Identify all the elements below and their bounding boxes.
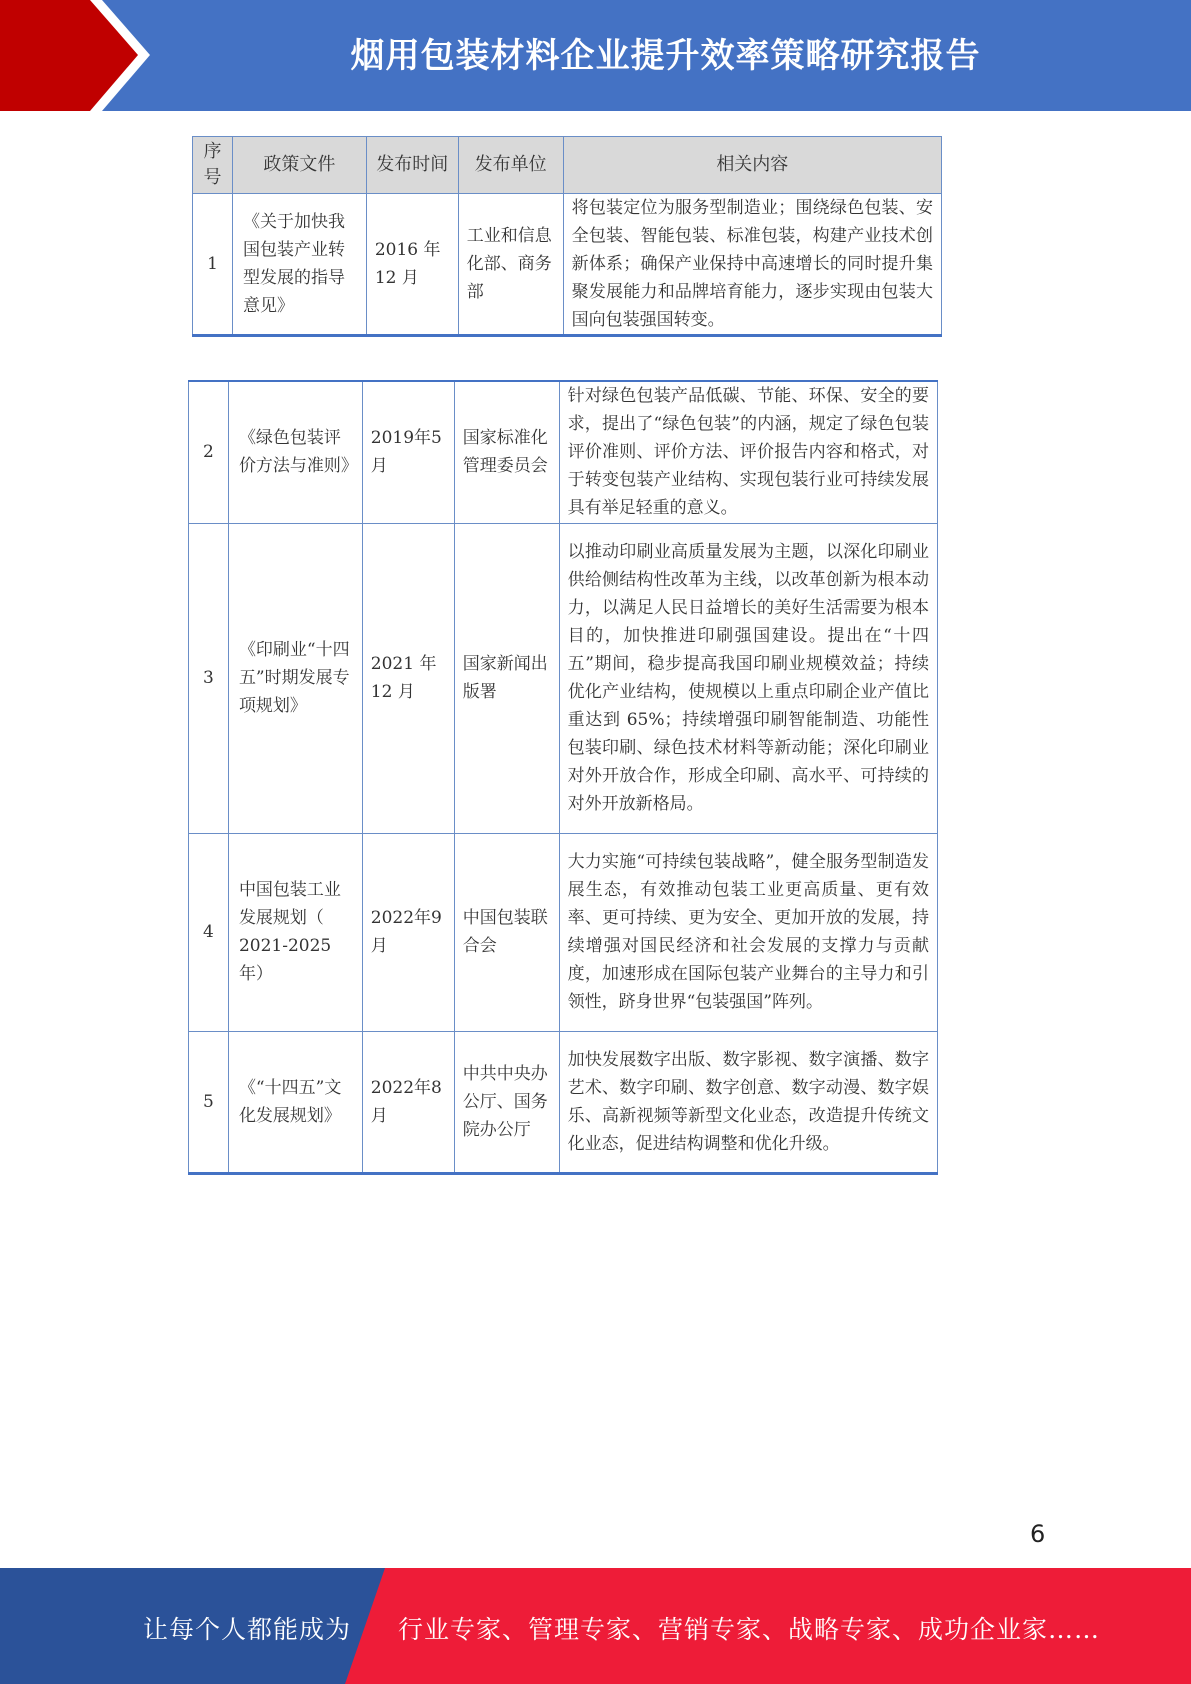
row-content: 以推动印刷业高质量发展为主题，以深化印刷业供给侧结构性改革为主线，以改革创新为根本动力，以满足人民日益增长的美好生活需要为根本目的，加快推进印刷强国建设。提出在“十四五”期间，稳步提高我国印刷业规模效益；持续优化产业结构，使规模以上重点印刷企业产值比重达到 65%；持续增强印刷智能制造、功能性包装印刷、绿色技术材料等新动能；深化印刷业对外开放合作，形成全印刷、高水平、可持续的对外开放新格局。 (559, 523, 937, 833)
row-no: 1 (193, 194, 233, 336)
row-date: 2021 年 12 月 (362, 523, 454, 833)
row-issuer: 国家标准化管理委员会 (454, 381, 559, 523)
col-header-document: 政策文件 (232, 137, 366, 194)
row-issuer: 国家新闻出版署 (454, 523, 559, 833)
table-row (189, 523, 938, 833)
row-content: 大力实施“可持续包装战略”，健全服务型制造发展生态，有效推动包装工业更高质量、更有效率、更可持续、更为安全、更加开放的发展，持续增强对国民经济和社会发展的支撑力与贡献度，加速形成在国际包装产业舞台的主导力和引领性，跻身世界“包装强国”阵列。 (559, 833, 937, 1031)
row-document: 《绿色包装评价方法与准则》 (228, 381, 362, 523)
header-chevron-red (0, 0, 150, 111)
row-no: 2 (189, 381, 229, 523)
footer-slogan-right: 行业专家、管理专家、营销专家、战略专家、成功企业家…… (398, 1615, 1101, 1644)
row-document: 《印刷业“十四五”时期发展专项规划》 (228, 523, 362, 833)
row-date: 2019年5月 (362, 381, 454, 523)
row-content: 加快发展数字出版、数字影视、数字演播、数字艺术、数字印刷、数字创意、数字动漫、数字娱乐、高新视频等新型文化业态，改造提升传统文化业态，促进结构调整和优化升级。 (559, 1031, 937, 1173)
table-row (193, 194, 942, 336)
footer-slogan-left: 让每个人都能成为 (143, 1615, 352, 1644)
row-issuer: 中国包装联合会 (454, 833, 559, 1031)
col-header-no: 序号 (193, 137, 233, 194)
table-row (189, 1031, 938, 1173)
page-footer (0, 1568, 1191, 1684)
row-issuer: 工业和信息化部、商务部 (458, 194, 563, 336)
table-row (189, 833, 938, 1031)
row-document: 《关于加快我国包装产业转型发展的指导意见》 (232, 194, 366, 336)
row-content: 针对绿色包装产品低碳、节能、环保、安全的要求，提出了“绿色包装”的内涵，规定了绿色包装评价准则、评价方法、评价报告内容和格式，对于转变包装产业结构、实现包装行业可持续发展具有举足轻重的意义。 (559, 381, 937, 523)
col-header-date: 发布时间 (366, 137, 458, 194)
policy-table-part-2 (188, 380, 938, 1175)
row-document: 《“十四五”文化发展规划》 (228, 1031, 362, 1173)
table-header-row (193, 137, 942, 194)
policy-table-part-1 (192, 136, 942, 337)
row-date: 2022年8月 (362, 1031, 454, 1173)
page-header (0, 0, 1191, 111)
row-date: 2016 年 12 月 (366, 194, 458, 336)
row-document: 中国包装工业发展规划（ 2021-2025 年） (228, 833, 362, 1031)
row-issuer: 中共中央办公厅、国务院办公厅 (454, 1031, 559, 1173)
table-row (189, 381, 938, 523)
row-no: 3 (189, 523, 229, 833)
row-date: 2022年9月 (362, 833, 454, 1031)
row-no: 4 (189, 833, 229, 1031)
col-header-issuer: 发布单位 (458, 137, 563, 194)
row-content: 将包装定位为服务型制造业；围绕绿色包装、安全包装、智能包装、标准包装，构建产业技术创新体系；确保产业保持中高速增长的同时提升集聚发展能力和品牌培育能力，逐步实现由包装大国向包装强国转变。 (563, 194, 941, 336)
row-no: 5 (189, 1031, 229, 1173)
col-header-content: 相关内容 (563, 137, 941, 194)
report-title: 烟用包装材料企业提升效率策略研究报告 (350, 36, 981, 76)
page-number: 6 (1030, 1520, 1046, 1548)
